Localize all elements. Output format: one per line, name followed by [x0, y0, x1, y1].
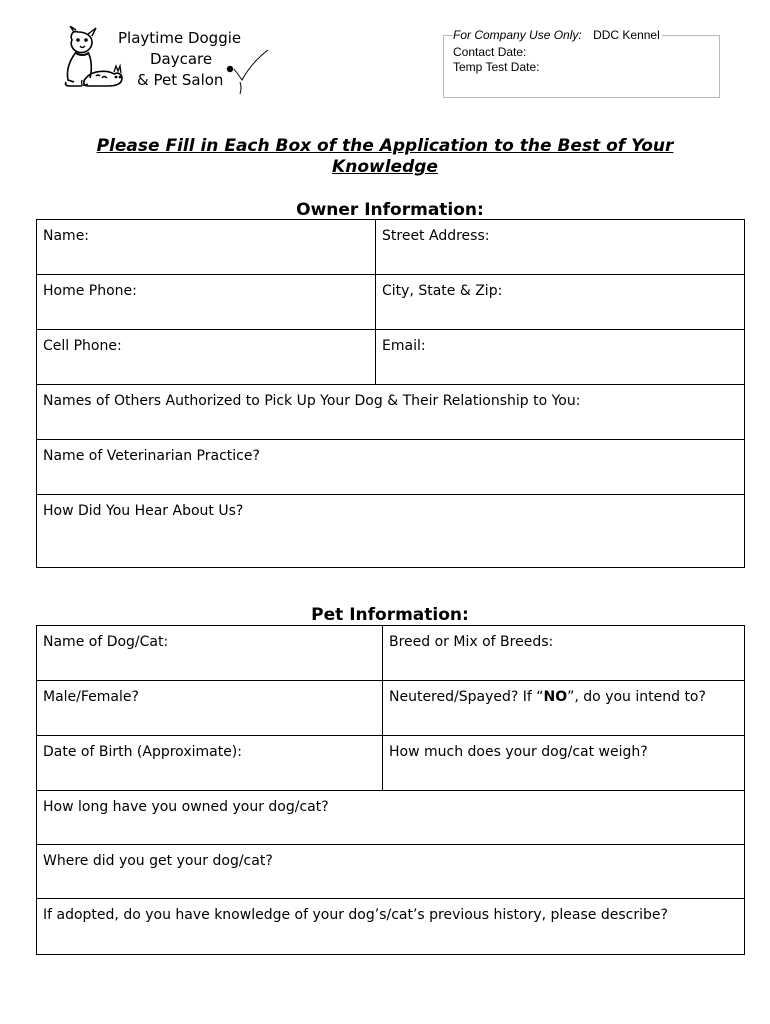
neutered-label-pre: Neutered/Spayed? If “	[389, 689, 544, 705]
city-state-zip-field[interactable]	[376, 275, 745, 330]
hear-about-us-label: How Did You Hear About Us?	[43, 503, 244, 519]
authorized-pickup-field[interactable]	[37, 385, 745, 440]
instruction-line-2: Knowledge	[332, 157, 438, 177]
street-address-field[interactable]	[376, 220, 745, 275]
temp-test-date-label: Temp Test Date:	[453, 60, 540, 74]
instruction-line-1: Please Fill in Each Box of the Application to the Best of Your	[96, 136, 674, 156]
company-use-box	[443, 28, 720, 98]
owner-information-table	[36, 219, 745, 568]
dog-cat-icon	[62, 26, 124, 90]
sex-field[interactable]	[37, 681, 383, 736]
adopted-history-field[interactable]	[37, 899, 745, 955]
pet-name-label: Name of Dog/Cat:	[43, 634, 169, 650]
breed-field[interactable]	[383, 626, 745, 681]
neutered-field[interactable]	[383, 681, 745, 736]
email-field[interactable]	[376, 330, 745, 385]
logo-line-1: Playtime Doggie	[118, 29, 242, 47]
neutered-label	[389, 689, 706, 705]
home-phone-label: Home Phone:	[43, 283, 137, 299]
email-label: Email:	[382, 338, 426, 354]
dob-field[interactable]	[37, 736, 383, 791]
dob-label: Date of Birth (Approximate):	[43, 744, 242, 760]
pet-information-table	[36, 625, 745, 955]
instruction-heading	[60, 136, 710, 178]
weight-field[interactable]	[383, 736, 745, 791]
adopted-history-label: If adopted, do you have knowledge of your dog’s/cat’s previous history, please describe?	[43, 907, 668, 923]
neutered-label-no: NO	[543, 689, 568, 705]
cell-phone-label: Cell Phone:	[43, 338, 122, 354]
pet-source-label: Where did you get your dog/cat?	[43, 853, 273, 869]
sex-label: Male/Female?	[43, 689, 139, 705]
ball-icon	[220, 44, 272, 94]
pet-section-title: Pet Information:	[311, 605, 469, 625]
weight-label: How much does your dog/cat weigh?	[389, 744, 648, 760]
street-address-label: Street Address:	[382, 228, 490, 244]
pet-name-field[interactable]	[37, 626, 383, 681]
owner-name-field[interactable]	[37, 220, 376, 275]
owner-name-label: Name:	[43, 228, 90, 244]
company-use-options: DDC Kennel	[593, 28, 660, 42]
authorized-pickup-label: Names of Others Authorized to Pick Up Your Dog & Their Relationship to You:	[43, 393, 581, 409]
contact-date-label: Contact Date:	[453, 45, 527, 59]
company-use-header	[453, 28, 662, 42]
pet-source-field[interactable]	[37, 845, 745, 899]
neutered-label-post: ”, do you intend to?	[567, 689, 706, 705]
veterinarian-field[interactable]	[37, 440, 745, 495]
logo-line-2: Daycare	[150, 50, 213, 68]
cell-phone-field[interactable]	[37, 330, 376, 385]
city-state-zip-label: City, State & Zip:	[382, 283, 503, 299]
breed-label: Breed or Mix of Breeds:	[389, 634, 554, 650]
logo-line-3: & Pet Salon	[137, 71, 224, 89]
owned-duration-label: How long have you owned your dog/cat?	[43, 799, 329, 815]
owner-section-title: Owner Information:	[296, 200, 484, 220]
hear-about-us-field[interactable]	[37, 495, 745, 568]
home-phone-field[interactable]	[37, 275, 376, 330]
company-use-label: For Company Use Only:	[453, 28, 582, 42]
company-logo	[62, 24, 272, 94]
owned-duration-field[interactable]	[37, 791, 745, 845]
veterinarian-label: Name of Veterinarian Practice?	[43, 448, 260, 464]
